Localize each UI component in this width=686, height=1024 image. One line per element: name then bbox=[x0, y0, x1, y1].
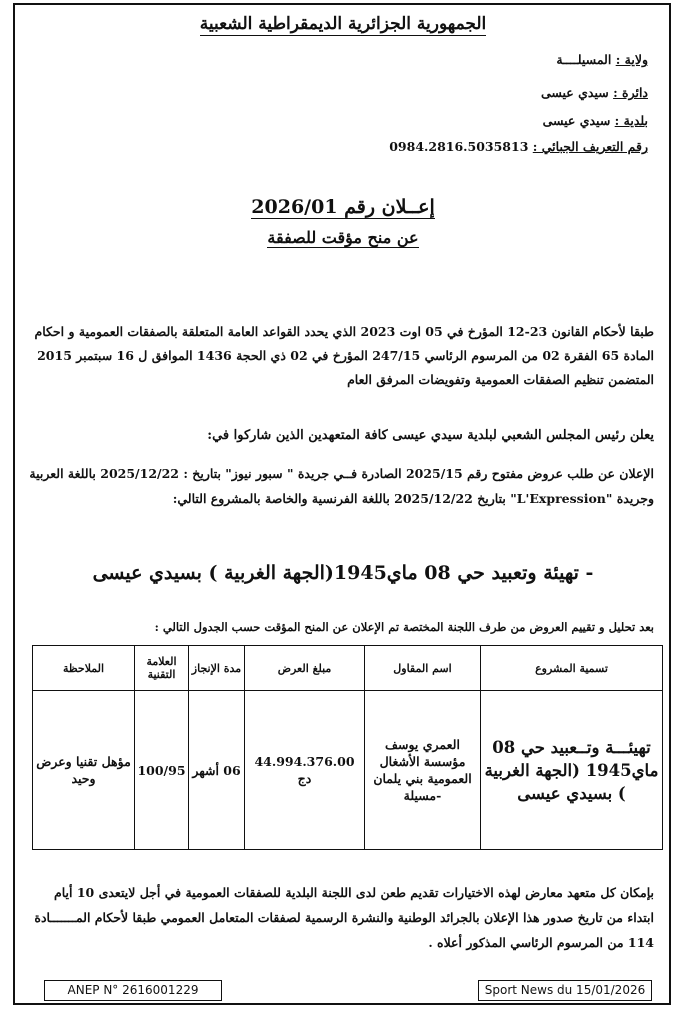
notice-paragraph: يعلن رئيس المجلس الشعبي لبلدية سيدي عيسى كافة المتعهدين الذين شاركوا في: bbox=[207, 428, 654, 443]
daira-label: دائرة : bbox=[613, 85, 648, 100]
project-title: - تهيئة وتعبيد حي 08 ماي1945(الجهة الغربية ) بسيدي عيسى bbox=[92, 562, 594, 584]
announcement-subject: عن منح مؤقت للصفقة bbox=[267, 228, 419, 247]
table-header-row bbox=[33, 646, 663, 691]
newspaper-reference-box: Sport News du 15/01/2026 bbox=[478, 980, 652, 1001]
header-contractor: اسم المقاول bbox=[365, 646, 481, 691]
cell-notes: مؤهل تقنيا وعرض وحيد bbox=[33, 691, 135, 850]
republic-title: الجمهورية الجزائرية الديمقراطية الشعبية bbox=[199, 14, 487, 34]
header-project: تسمية المشروع bbox=[481, 646, 663, 691]
fiscal-id-label: رقم التعريف الجبائي : bbox=[532, 139, 648, 154]
header-notes: الملاحظة bbox=[33, 646, 135, 691]
fiscal-id-line bbox=[389, 139, 648, 154]
daira-line bbox=[541, 85, 648, 100]
commune-value: سيدي عيسى bbox=[542, 113, 611, 128]
anep-number-box: ANEP N° 2616001229 bbox=[44, 980, 222, 1001]
cell-duration: 06 أشهر bbox=[189, 691, 245, 850]
daira-value: سيدي عيسى bbox=[540, 85, 609, 100]
commune-label: بلدية : bbox=[614, 113, 648, 128]
table-row bbox=[33, 691, 663, 850]
table-intro: بعد تحليل و تقييم العروض من طرف اللجنة المختصة تم الإعلان عن المنح المؤقت حسب الجدول التالي : bbox=[154, 620, 654, 634]
announcement-number: إعــلان رقم 2026/01 bbox=[251, 196, 435, 218]
appeal-paragraph: بإمكان كل متعهد معارض لهذه الاختيارات تقديم طعن لدى اللجنة البلدية للصفقات العمومية في أجل لايتعدى 10 أيام ابتداء من تاريخ صدور هذا الإعلان بالجرائد الوطنية والنشرة الرسمية لصفقات المتعامل العمومي طبقا لأحكام المـــــــادة 114 من المرسوم الرئاسي المذكور أعلاه . bbox=[34, 885, 654, 950]
cell-amount: 44.994.376.00 دج bbox=[245, 691, 365, 850]
wilaya-value: المسيلــــة bbox=[556, 52, 612, 67]
header-duration: مدة الإنجاز bbox=[189, 646, 245, 691]
cell-contractor: العمري يوسف مؤسسة الأشغال العمومية بني يلمان -مسيلة bbox=[365, 691, 481, 850]
commune-line bbox=[543, 113, 648, 128]
wilaya-line bbox=[556, 52, 648, 67]
legal-basis-paragraph: طبقا لأحكام القانون 23-12 المؤرخ في 05 اوت 2023 الذي يحدد القواعد العامة المتعلقة بالصفقات العمومية و احكام المادة 65 الفقرة 02 من المرسوم الرئاسي 247/15 المؤرخ في 02 ذي الحجة 1436 الموافق ل 16 سبتمبر 2015 المتضمن تنظيم الصفقات العمومية وتفويضات المرفق العام bbox=[34, 324, 654, 387]
award-table bbox=[32, 645, 663, 850]
wilaya-label: ولاية : bbox=[615, 52, 648, 67]
cell-project: تهيئـــة وتــعبيد حي 08 ماي1945 (الجهة الغربية ) بسيدي عيسى bbox=[481, 691, 663, 850]
tender-reference-paragraph: الإعلان عن طلب عروض مفتوح رقم 2025/15 الصادرة فــي جريدة " سبور نيوز" بتاريخ : 2025/12/22 باللغة العربية وجريدة "L'Expression" بتاريخ 2025/12/22 باللغة الفرنسية والخاصة بالمشروع التالي: bbox=[29, 466, 654, 506]
fiscal-id-value: 0984.2816.5035813 bbox=[389, 139, 529, 154]
header-score: العلامة التقنية bbox=[135, 646, 189, 691]
republic-header bbox=[0, 14, 686, 34]
cell-score: 100/95 bbox=[135, 691, 189, 850]
header-amount: مبلغ العرض bbox=[245, 646, 365, 691]
